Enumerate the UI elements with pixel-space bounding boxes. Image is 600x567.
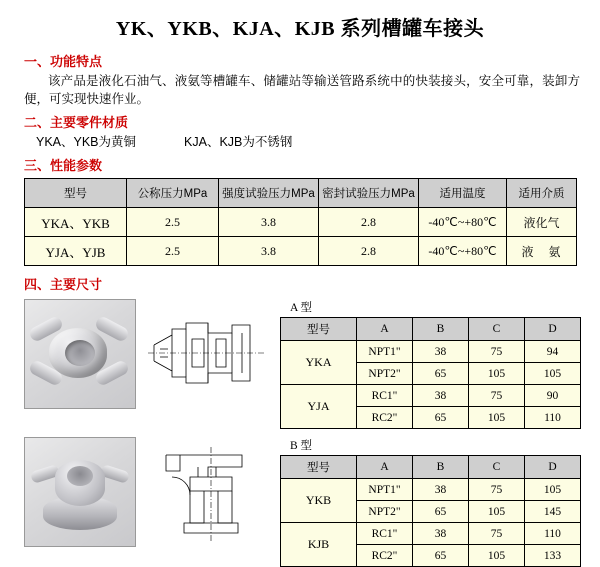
a-r0-c1: 38 [413,341,469,363]
spec-header-2: 强度试验压力MPa [219,179,319,208]
spec-r1-c3: 2.8 [319,237,419,266]
b-r0-c0: NPT1" [357,479,413,501]
a-r0-c0: NPT1" [357,341,413,363]
a-r3-c3: 110 [525,407,581,429]
a-r1-c1: 65 [413,363,469,385]
spec-r1-c5: 液 氨 [507,237,577,266]
photo-a-bore-icon [65,340,95,366]
page-title: YK、YKB、KJA、KJB 系列槽罐车接头 [115,18,485,40]
b-r0-c2: 75 [469,479,525,501]
b-r1-c3: 145 [525,501,581,523]
section-heading-performance: 三、性能参数 [24,158,103,173]
spec-r1-c0: YJA、YJB [25,237,127,266]
spec-header-1: 公称压力MPa [127,179,219,208]
a-r1-c3: 105 [525,363,581,385]
a-r2-c0: RC1" [357,385,413,407]
table-row [281,523,581,545]
b-header-2: B [413,456,469,479]
b-header-0: 型号 [281,456,357,479]
spec-header-5: 适用介质 [507,179,577,208]
b-r0-c3: 105 [525,479,581,501]
coupling-photo-a [24,299,136,409]
type-a-table-col [280,299,600,429]
type-b-block [24,437,600,567]
coupling-drawing-b [146,437,266,545]
table-header-row [25,179,577,208]
b-r2-c2: 75 [469,523,525,545]
b-r0-c1: 38 [413,479,469,501]
coupling-photo-b [24,437,136,547]
a-r2-c1: 38 [413,385,469,407]
b-r3-c3: 133 [525,545,581,567]
a-header-2: B [413,318,469,341]
a-r0-c2: 75 [469,341,525,363]
table-header-row [281,318,581,341]
b-r3-c0: RC2" [357,545,413,567]
spec-r0-c4: -40℃~+80℃ [419,208,507,237]
dimension-area [0,299,600,567]
spec-r0-c2: 3.8 [219,208,319,237]
b-model-1: KJB [281,523,357,567]
material-line [36,133,580,151]
section-heading-dimensions: 四、主要尺寸 [24,277,103,292]
b-r1-c2: 105 [469,501,525,523]
a-header-1: A [357,318,413,341]
photo-b-bore-icon [67,466,93,486]
a-model-1: YJA [281,385,357,429]
type-a-block [24,299,600,429]
a-r3-c0: RC2" [357,407,413,429]
spec-r0-c3: 2.8 [319,208,419,237]
b-r2-c3: 110 [525,523,581,545]
spec-r1-c4: -40℃~+80℃ [419,237,507,266]
type-a-table [280,317,581,429]
material-text-b: KJA、KJB为不锈钢 [184,135,293,149]
spec-r0-c0: YKA、YKB [25,208,127,237]
table-row [281,479,581,501]
a-model-0: YKA [281,341,357,385]
a-r1-c2: 105 [469,363,525,385]
table-row [281,385,581,407]
a-r2-c2: 75 [469,385,525,407]
b-r2-c1: 38 [413,523,469,545]
spec-r0-c5: 液化气 [507,208,577,237]
b-r3-c1: 65 [413,545,469,567]
spec-r1-c1: 2.5 [127,237,219,266]
table-header-row [281,456,581,479]
b-header-1: A [357,456,413,479]
drawing-b-svg [146,437,266,545]
spec-header-0: 型号 [25,179,127,208]
b-r3-c2: 105 [469,545,525,567]
table-row [25,237,577,266]
b-header-3: C [469,456,525,479]
spec-r1-c2: 3.8 [219,237,319,266]
b-model-0: YKB [281,479,357,523]
b-r2-c0: RC1" [357,523,413,545]
type-b-label: B 型 [290,440,313,452]
b-r1-c0: NPT2" [357,501,413,523]
a-r3-c1: 65 [413,407,469,429]
a-header-4: D [525,318,581,341]
material-text-a: YKA、YKB为黄铜 [36,135,137,149]
drawing-a-svg [146,299,266,407]
section-heading-features: 一、功能特点 [24,54,103,69]
type-b-table-col [280,437,600,567]
a-r1-c0: NPT2" [357,363,413,385]
type-a-label: A 型 [290,302,313,314]
section-heading-material: 二、主要零件材质 [24,115,129,130]
performance-table [24,178,577,266]
b-header-4: D [525,456,581,479]
a-header-3: C [469,318,525,341]
table-row [281,341,581,363]
table-row [25,208,577,237]
spec-header-3: 密封试验压力MPa [319,179,419,208]
features-paragraph: 该产品是液化石油气、液氨等槽罐车、储罐站等输送管路系统中的快装接头，安全可靠，装卸方便，可实现快速作业。 [24,74,580,106]
spec-r0-c1: 2.5 [127,208,219,237]
spec-header-4: 适用温度 [419,179,507,208]
a-r0-c3: 94 [525,341,581,363]
a-r2-c3: 90 [525,385,581,407]
a-r3-c2: 105 [469,407,525,429]
coupling-drawing-a [146,299,266,407]
a-header-0: 型号 [281,318,357,341]
b-r1-c1: 65 [413,501,469,523]
type-b-table [280,455,581,567]
